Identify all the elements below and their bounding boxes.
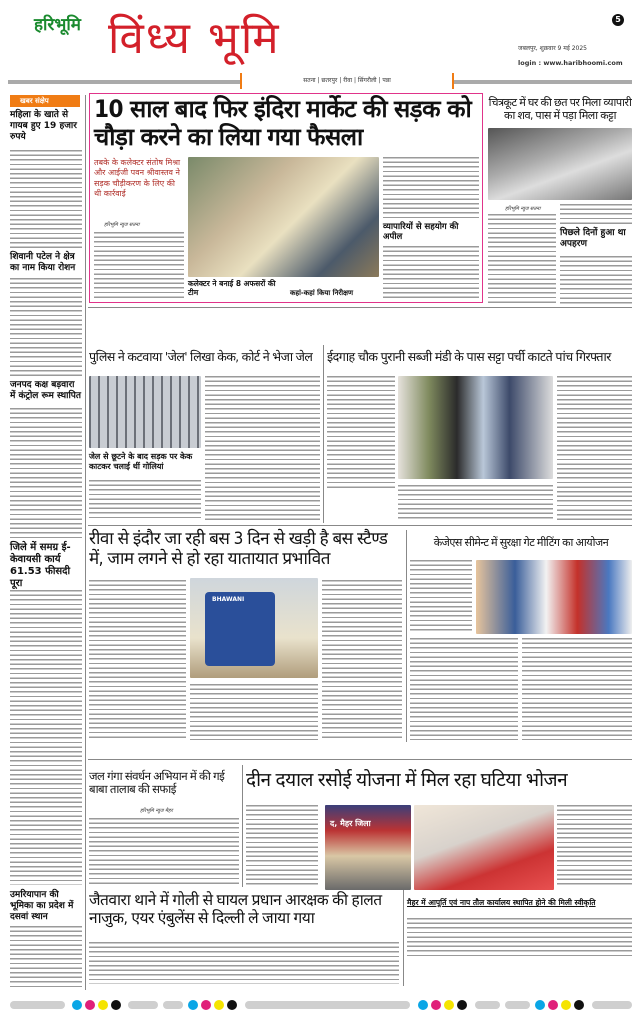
article-body-text: [10, 150, 82, 250]
kejs-headline: केजेएस सीमेन्ट में सुरक्षा गेट मीटिंग का आयोजन: [433, 536, 609, 549]
article-body-text: [89, 818, 239, 884]
brief-label: [10, 95, 80, 107]
brief-label-text: खबर संक्षेप: [20, 97, 49, 105]
article-body-text: [246, 805, 318, 887]
lead-byline: हरिभूमि न्यूज सतना: [104, 222, 140, 228]
yellow-dot: [444, 1000, 454, 1010]
brief-headline: उमरियापान की भूमिका का प्रदेश में दसवां स्थान: [10, 890, 74, 922]
magenta-dot: [85, 1000, 95, 1010]
lead-deck: तबके के कलेक्टर संतोष मिश्रा और आईजी पवन श्रीवास्तव ने सड़क चौड़ीकरण के लिए की थी कार्रवाई: [94, 158, 181, 199]
article-body-text: [407, 918, 632, 958]
cyan-dot: [418, 1000, 428, 1010]
registration-bar: [475, 1001, 500, 1009]
article-body-text: [10, 590, 82, 885]
chitrakoot-byline: हरिभूमि न्यूज सतना: [505, 206, 541, 212]
brief-headline: जिले में समग्र ई-केवायसी कार्य 61.53 फीसदी पूरा: [10, 542, 71, 589]
brand-logo: हरिभूमि: [34, 15, 81, 35]
registration-bar: [128, 1001, 158, 1009]
bus-sign: BHAWANI: [212, 596, 245, 603]
article-body-text: [557, 805, 632, 887]
scheme-banner-text: द, मैहर जिला: [330, 819, 371, 828]
article-body-text: [410, 638, 518, 740]
jalganga-headline: जल गंगा संवर्धन अभियान में की गई बाबा तालाब की सफाई: [89, 769, 225, 797]
column-divider: [242, 765, 243, 887]
arrested-suspects-photo: [398, 376, 553, 479]
registration-bar: [505, 1001, 530, 1009]
column-divider: [406, 530, 407, 742]
section-divider: [88, 525, 632, 526]
article-body-text: [327, 376, 395, 491]
magenta-dot: [201, 1000, 211, 1010]
section-title: विंध्य भूमि: [108, 13, 281, 64]
article-body-text: [10, 926, 82, 988]
black-dot: [227, 1000, 237, 1010]
website-login: login : www.haribhoomi.com: [518, 59, 623, 67]
lead-subhead-inspection: कहां-कहां किया निरीक्षण: [290, 289, 354, 297]
maihar-headline: मैहर में आपूर्ति एवं नाप तौल कार्यालय स्थापित होने की मिली स्वीकृति: [407, 898, 596, 907]
lead-subhead-appeal: व्यापारियों से सहयोग की अपील: [383, 222, 459, 243]
black-dot: [111, 1000, 121, 1010]
article-body-text: [205, 376, 320, 521]
jaitwara-headline: जैतवारा थाने में गोली से घायल प्रधान आरक्षक की हालत नाजुक, एयर एंबुलेंस से दिल्ली ले जाया गया: [89, 891, 382, 927]
registration-bar: [245, 1001, 410, 1009]
article-body-text: [89, 480, 201, 520]
dateline: जबलपुर, शुक्रवार 9 मई 2025: [518, 45, 587, 52]
safety-meeting-photo: [476, 560, 632, 634]
lead-subhead-team: कलेक्टर ने बनाई 8 अफसरों की टीम: [188, 279, 276, 297]
black-dot: [457, 1000, 467, 1010]
yellow-dot: [98, 1000, 108, 1010]
yellow-dot: [214, 1000, 224, 1010]
article-body-text: [94, 232, 184, 298]
cake-headline: पुलिस ने कटवाया 'जेल' लिखा केक, कोर्ट ने भेजा जेल: [89, 349, 313, 364]
article-body-text: [190, 684, 318, 740]
column-divider: [403, 890, 404, 986]
black-dot: [574, 1000, 584, 1010]
jalganga-byline: हरिभूमि न्यूज मैहर: [140, 808, 173, 814]
chitrakoot-subhead: पिछले दिनों हुआ था अपहरण: [560, 228, 626, 249]
rewa-headline: रीवा से इंदौर जा रही बस 3 दिन से खड़ी है बस स्टैण्ड में, जाम लगने से हो रहा यातायात प्रभावित: [89, 529, 388, 569]
registration-bar: [163, 1001, 183, 1009]
article-body-text: [488, 214, 556, 306]
article-body-text: [560, 256, 632, 306]
article-body-text: [10, 278, 82, 378]
city-list: सतना | छतरपुर | रीवा | सिंगरौली | पन्ना: [303, 77, 391, 84]
column-divider: [85, 95, 86, 990]
magenta-dot: [548, 1000, 558, 1010]
article-body-text: [10, 408, 82, 538]
bus-body: [205, 592, 275, 666]
collector-inspection-photo: [188, 157, 379, 277]
cyan-dot: [188, 1000, 198, 1010]
deendayal-headline: दीन दयाल रसोई योजना में मिल रहा घटिया भोजन: [246, 769, 568, 791]
idgah-headline: ईदगाह चौक पुरानी सब्जी मंडी के पास सट्टा पर्ची काटते पांच गिरफ्तार: [327, 349, 611, 364]
jail-cell-photo: [89, 376, 201, 448]
city-editions: [240, 73, 454, 89]
brief-headline: जनपद कक्ष बड़वारा में कंट्रोल रूम स्थापित: [10, 380, 82, 401]
cyan-dot: [535, 1000, 545, 1010]
article-body-text: [89, 942, 399, 984]
lead-headline: 10 साल बाद फिर इंदिरा मार्केट की सड़क को चौड़ा करने का लिया गया फैसला: [94, 95, 472, 151]
yellow-dot: [561, 1000, 571, 1010]
article-body-text: [89, 580, 186, 740]
article-body-text: [322, 580, 402, 740]
article-body-text: [383, 157, 479, 219]
column-divider: [323, 345, 324, 523]
registration-bar: [592, 1001, 632, 1009]
crime-scene-photo: [488, 128, 632, 200]
article-body-text: [410, 560, 472, 632]
section-divider: [88, 307, 632, 308]
magenta-dot: [431, 1000, 441, 1010]
cake-subhead: जेल से छूटने के बाद सड़क पर केक काटकर चलाई थीं गोलियां: [89, 452, 193, 471]
cyan-dot: [72, 1000, 82, 1010]
brief-headline: महिला के खाते से गायब हुए 19 हजार रुपये: [10, 110, 77, 142]
registration-bar: [10, 1001, 65, 1009]
diners-photo: [414, 805, 554, 890]
page-number: 5: [612, 14, 624, 26]
article-body-text: [557, 376, 632, 521]
article-body-text: [383, 246, 479, 300]
article-body-text: [398, 485, 553, 521]
article-body-text: [560, 204, 632, 224]
section-divider: [88, 759, 632, 760]
chitrakoot-headline: चित्रकूट में घर की छत पर मिला व्यापारी का शव, पास में पड़ा मिला कट्टा: [488, 96, 632, 122]
article-body-text: [522, 638, 632, 740]
brief-headline: शिवानी पटेल ने क्षेत्र का नाम किया रोशन: [10, 252, 76, 273]
